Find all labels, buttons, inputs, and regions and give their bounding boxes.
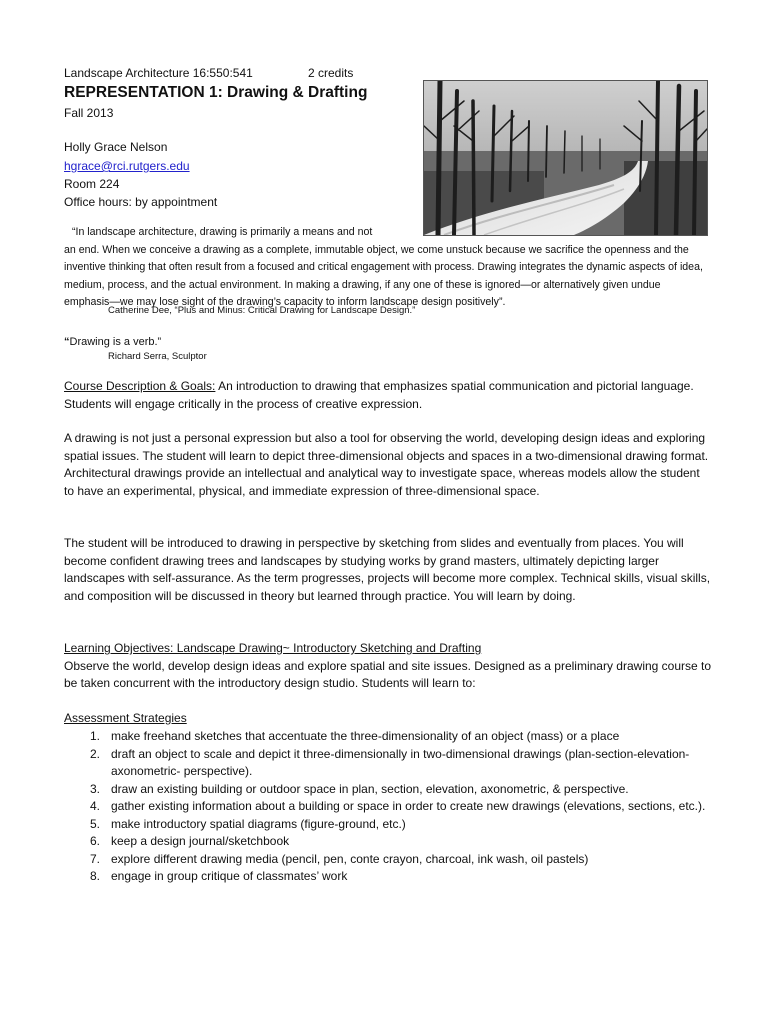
learning-objectives-heading: Learning Objectives: Landscape Drawing~ Introductory Sketching and Drafting	[64, 641, 482, 655]
assessment-heading-text: Assessment Strategies	[64, 711, 187, 725]
course-description	[64, 378, 712, 413]
list-item	[64, 781, 712, 799]
list-item	[64, 798, 712, 816]
list-item-text: make freehand sketches that accentuate the three-dimensionality of an object (mass) or a place	[111, 729, 620, 743]
serra-attribution: Richard Serra, Sculptor	[108, 351, 207, 362]
list-item	[64, 728, 712, 746]
assessment-list	[64, 728, 712, 886]
list-item-number: 8.	[90, 869, 101, 883]
list-item-number: 5.	[90, 816, 101, 831]
dee-quote-line1: “In landscape architecture, drawing is primarily a means and not	[72, 226, 373, 238]
serra-quote	[64, 334, 161, 350]
description-paragraph-3: The student will be introduced to drawing in perspective by sketching from slides and eventually from places. You will become confident drawing trees and landscapes by studying works by grand masters, ultimately depicting larger landscapes with self-assurance. As the term progresses, projects will become more complex. Technical skills, visual skills, and composition will be discussed in theory but learned through practice. You will learn by doing.	[64, 536, 711, 603]
list-item	[64, 868, 712, 886]
learning-objectives	[64, 640, 712, 693]
list-item-number: 1.	[90, 729, 101, 743]
dee-attribution: Catherine Dee, “Plus and Minus: Critical Drawing for Landscape Design.”	[108, 305, 416, 316]
course-credits: 2 credits	[308, 66, 354, 80]
course-code: Landscape Architecture 16:550:541	[64, 66, 253, 80]
description-paragraph-2: A drawing is not just a personal expression but also a tool for observing the world, developing design ideas and exploring spatial issues. The student will learn to depict three-dimensional objects and spaces in a two-dimensional drawing format. Architectural drawings provide an intellectual and analytical way to investigate space, whereas models allow the student to have an experimental, physical, and immediate expression of three-dimensional space.	[64, 431, 709, 498]
instructor-name: Holly Grace Nelson	[64, 140, 168, 154]
list-item-text: gather existing information about a building or space in order to create new drawings (elevations, sections, etc.).	[111, 799, 706, 813]
instructor-email-link[interactable]: hgrace@rci.rutgers.edu	[64, 159, 190, 173]
list-item-text: engage in group critique of classmates’ work	[111, 869, 348, 883]
course-term: Fall 2013	[64, 106, 114, 120]
list-item-number: 4.	[90, 799, 101, 813]
course-title: REPRESENTATION 1: Drawing & Drafting	[64, 84, 368, 101]
list-item-text: explore different drawing media (pencil, pen, conte crayon, charcoal, ink wash, oil pastels)	[111, 851, 589, 866]
serra-quote-text: Drawing is a verb.”	[69, 336, 162, 348]
dee-quote-rest: an end. When we conceive a drawing as a complete, immutable object, we come unstuck because we sacrifice the openness and the inventive thinking that often result from a focused and critical engagement with process. Drawing integrates the dynamic aspects of idea, medium, process, and the actual environment. In making a drawing, if any one of these is ignored—or alternatively given undue emphasis—we may lose sight of the drawing’s capacity to inform landscape design positively”.	[64, 243, 703, 308]
list-item	[64, 816, 712, 834]
list-item-number: 6.	[90, 834, 101, 848]
course-code-line	[64, 64, 404, 82]
assessment-heading	[64, 710, 712, 728]
list-item-text: draw an existing building or outdoor space in plan, section, elevation, axonometric, & perspective.	[111, 781, 629, 796]
list-item	[64, 833, 712, 851]
list-item-number: 7.	[90, 851, 101, 866]
list-item-text: keep a design journal/sketchbook	[111, 834, 290, 848]
serra-quote-open-mark: “	[64, 336, 70, 348]
course-description-text: An introduction to drawing that emphasizes spatial communication and pictorial language. Students will engage critically in the process of creative expression.	[64, 379, 694, 411]
room-number: Room 224	[64, 177, 120, 191]
list-item	[64, 746, 712, 781]
learning-objectives-text: Observe the world, develop design ideas and explore spatial and site issues. Designed as a preliminary drawing course to be taken concurrent with the introductory design studio. Students will learn to:	[64, 658, 712, 690]
list-item-text: draft an object to scale and depict it three-dimensionally in two-dimensional drawings (plan-section-elevation-axonometric- perspective).	[111, 746, 690, 778]
office-hours: Office hours: by appointment	[64, 195, 218, 209]
list-item-text: make introductory spatial diagrams (figure-ground, etc.)	[111, 816, 406, 831]
charcoal-drawing-trees-road-image	[423, 80, 708, 236]
course-description-heading: Course Description & Goals:	[64, 379, 216, 393]
dee-quote	[64, 224, 708, 312]
list-item-number: 3.	[90, 781, 101, 796]
list-item-number: 2.	[90, 746, 101, 761]
list-item	[64, 851, 712, 869]
